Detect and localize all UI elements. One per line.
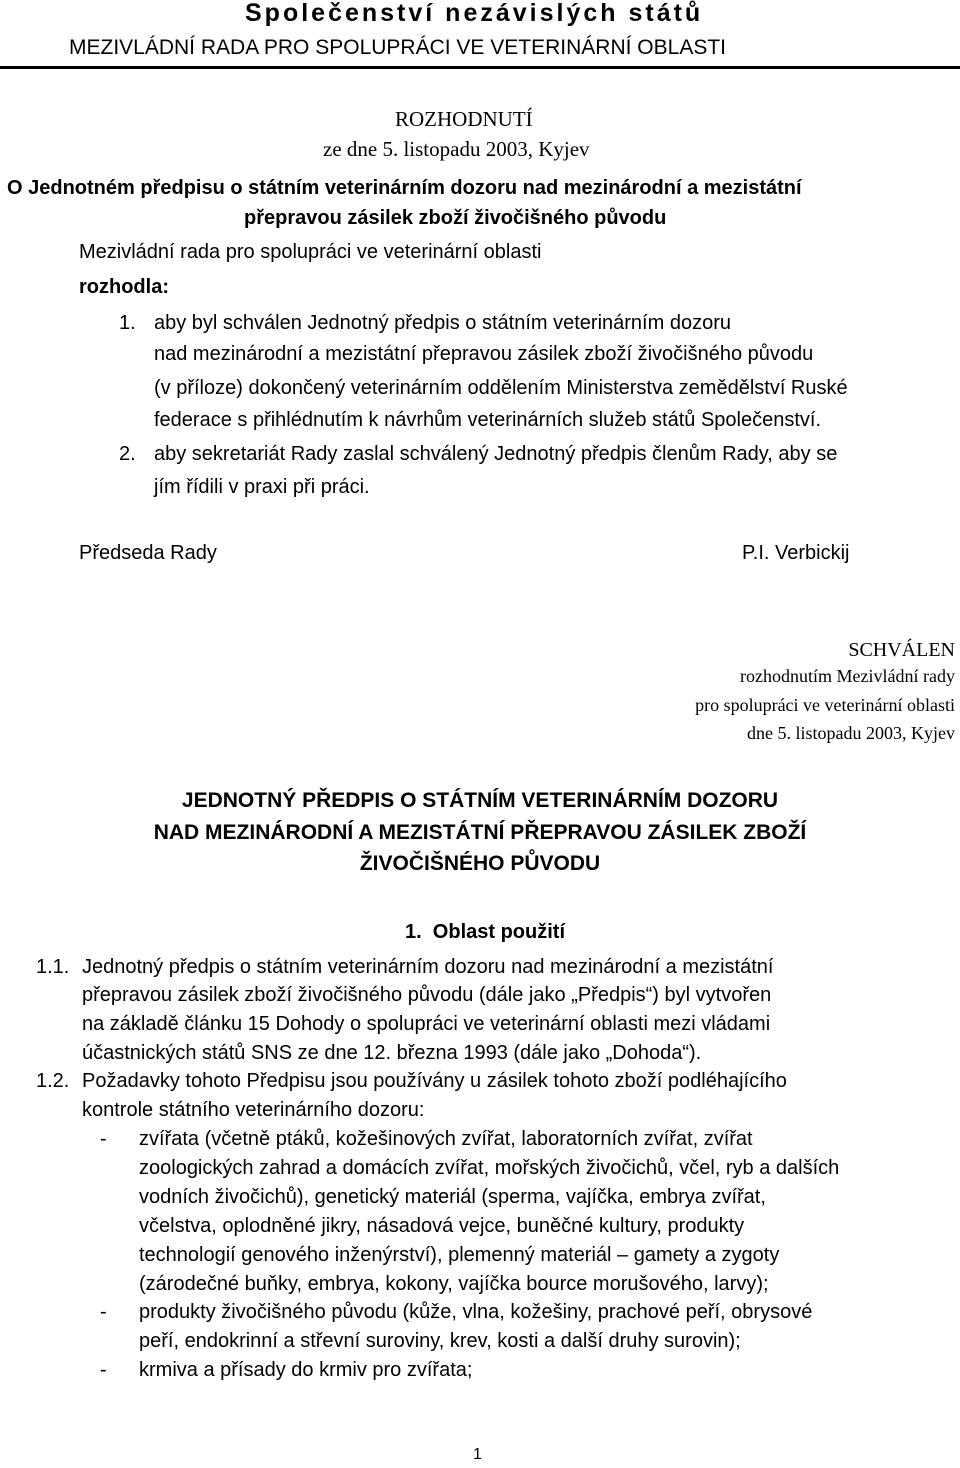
header-rule <box>0 66 960 69</box>
paragraph-1-1-line: přepravou zásilek zboží živočišného původu (dále jako „Předpis“) byl vytvořen <box>82 984 772 1006</box>
bullet-1-line: technologií genového inženýrství), plemenný materiál – gamety a zygoty <box>139 1244 780 1266</box>
main-title-line-3: ŽIVOČIŠNÉHO PŮVODU <box>359 852 601 875</box>
decision-item-2-line: jím řídili v praxi při práci. <box>154 476 370 498</box>
bullet-1-line: zoologických zahrad a domácích zvířat, mořských živočichů, včel, ryb a dalších <box>139 1157 840 1179</box>
decision-item-1-line: nad mezinárodní a mezistátní přepravou zásilek zboží živočišného původu <box>154 343 814 365</box>
decision-subject-line-1: O Jednotném předpisu o státním veterinárním dozoru nad mezinárodní a mezistátní <box>7 177 802 199</box>
paragraph-1-2-line: Požadavky tohoto Předpisu jsou používány u zásilek tohoto zboží podléhajícího <box>82 1070 787 1092</box>
paragraph-1-1-line: účastnických států SNS ze dne 12. března 1993 (dále jako „Dohoda“). <box>82 1042 702 1064</box>
decision-item-1-line: federace s přihlédnutím k návrhům veterinárních služeb států Společenství. <box>154 409 822 431</box>
bullet-2-line: peří, endokrinní a střevní suroviny, krev, kosti a další druhy surovin); <box>139 1330 741 1352</box>
decision-item-2-number: 2. <box>119 443 136 465</box>
approval-line-2: rozhodnutím Mezivládní rady <box>740 666 955 686</box>
decision-subject-line-2: přepravou zásilek zboží živočišného původu <box>244 207 667 229</box>
bullet-dash: - <box>100 1128 107 1150</box>
approval-line-3: pro spolupráci ve veterinární oblasti <box>695 695 955 715</box>
council-title: MEZIVLÁDNÍ RADA PRO SPOLUPRÁCI VE VETERINÁRNÍ OBLASTI <box>69 36 726 59</box>
decision-title: ROZHODNUTÍ <box>395 107 533 131</box>
paragraph-1-1-line: na základě článku 15 Dohody o spolupráci ve veterinární oblasti mezi vládami <box>82 1013 771 1035</box>
bullet-2-line: produkty živočišného původu (kůže, vlna, kožešiny, prachové peří, obrysové <box>139 1301 813 1323</box>
main-title-line-2: NAD MEZINÁRODNÍ A MEZISTÁTNÍ PŘEPRAVOU ZÁSILEK ZBOŽÍ <box>153 821 807 844</box>
bullet-dash: - <box>100 1359 107 1381</box>
bullet-3-line: krmiva a přísady do krmiv pro zvířata; <box>139 1359 473 1381</box>
paragraph-1-1-number: 1.1. <box>36 956 70 978</box>
decision-item-1-number: 1. <box>119 312 136 334</box>
bullet-1-line: zvířata (včetně ptáků, kožešinových zvířat, laboratorních zvířat, zvířat <box>139 1128 753 1150</box>
decision-item-2-line: aby sekretariát Rady zaslal schválený Jednotný předpis členům Rady, aby se <box>154 443 838 465</box>
paragraph-1-2-number: 1.2. <box>36 1070 70 1092</box>
page-number: 1 <box>473 1446 482 1463</box>
section-heading: 1. Oblast použití <box>405 921 566 943</box>
decision-date: ze dne 5. listopadu 2003, Kyjev <box>323 137 590 161</box>
bullet-1-line: vodních živočichů), genetický materiál (sperma, vajíčka, embrya zvířat, <box>139 1186 766 1208</box>
paragraph-1-1-line: Jednotný předpis o státním veterinárním dozoru nad mezinárodní a mezistátní <box>82 956 774 978</box>
decision-item-1-line: aby byl schválen Jednotný předpis o státním veterinárním dozoru <box>154 312 731 334</box>
main-title-line-1: JEDNOTNÝ PŘEDPIS O STÁTNÍM VETERINÁRNÍM DOZORU <box>181 789 779 812</box>
paragraph-1-2-line: kontrole státního veterinárního dozoru: <box>82 1099 425 1121</box>
decision-decided: rozhodla: <box>79 276 169 298</box>
bullet-1-line: (zárodečné buňky, embrya, kokony, vajíčka bource morušového, larvy); <box>139 1273 769 1295</box>
chair-name: P.I. Verbickij <box>742 542 850 564</box>
decision-item-1-line: (v příloze) dokončený veterinárním oddělením Ministerstva zemědělství Ruské <box>154 377 848 399</box>
chair-label: Předseda Rady <box>79 542 217 564</box>
bullet-1-line: včelstva, oplodněné jikry, násadová vejce, buněčné kultury, produkty <box>139 1215 745 1237</box>
decision-body: Mezivládní rada pro spolupráci ve veterinární oblasti <box>79 241 542 263</box>
approval-line-1: SCHVÁLEN <box>848 639 955 661</box>
bullet-dash: - <box>100 1301 107 1323</box>
approval-line-4: dne 5. listopadu 2003, Kyjev <box>747 723 955 743</box>
org-title: Společenství nezávislých států <box>245 0 704 27</box>
